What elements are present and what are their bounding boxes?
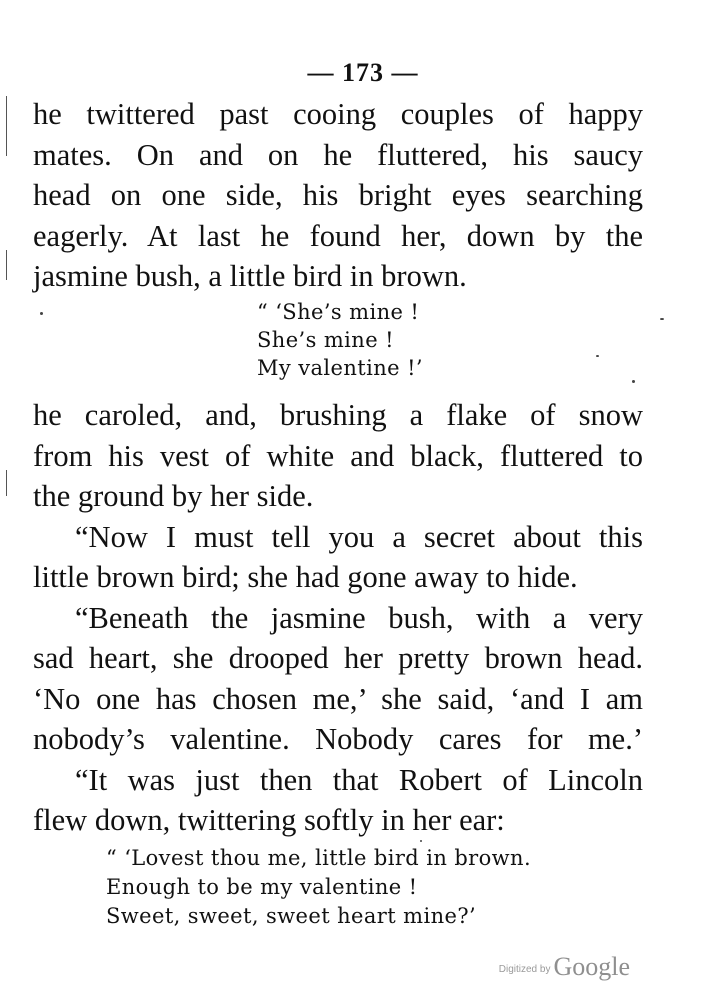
text-line: mates. On and on he fluttered, his saucy <box>33 137 643 172</box>
text-line: little brown bird; she had gone away to hide. <box>33 560 578 594</box>
verse-line: She’s mine ! <box>257 328 394 352</box>
verse-line: Enough to be my valentine ! <box>106 875 418 899</box>
scan-speck <box>596 355 599 357</box>
verse-line: Sweet, sweet, sweet heart mine?’ <box>106 904 477 928</box>
text-line: he caroled, and, brushing a flake of snow <box>33 398 643 432</box>
text-line: head on one side, his bright eyes searching <box>33 178 643 212</box>
verse-1 <box>257 298 423 382</box>
text-line: jasmine bush, a little bird in brown. <box>33 259 467 293</box>
text-line: “Beneath the jasmine bush, with a very <box>75 600 643 635</box>
text-line: eagerly. At last he found her, down by the <box>33 218 643 253</box>
text-line: he twittered past cooing couples of happy <box>33 97 643 131</box>
scan-speck <box>660 318 664 320</box>
digitized-watermark <box>499 952 630 982</box>
text-line: ‘No one has chosen me,’ she said, ‘and I am <box>33 681 643 716</box>
text-line: sad heart, she drooped her pretty brown head. <box>33 641 643 675</box>
text-line: “Now I must tell you a secret about this <box>75 519 643 554</box>
text-line: nobody’s valentine. Nobody cares for me.’ <box>33 722 643 756</box>
page-number: — 173 — <box>307 58 419 87</box>
watermark-prefix: Digitized by <box>498 964 551 975</box>
text-line: the ground by her side. <box>33 479 314 513</box>
verse-2 <box>106 844 531 931</box>
verse-line: “ ‘She’s mine ! <box>257 300 420 324</box>
paragraph-2 <box>33 395 643 841</box>
text-line: from his vest of white and black, fluttered to <box>33 438 643 473</box>
paragraph-1 <box>33 94 643 297</box>
margin-scan-line <box>6 250 7 280</box>
verse-line: My valentine !’ <box>257 356 423 380</box>
margin-scan-line <box>6 96 7 156</box>
text-line: flew down, twittering softly in her ear: <box>33 803 505 837</box>
google-logo: Google <box>553 952 630 981</box>
verse-line: “ ‘Lovest thou me, little bird in brown. <box>106 846 532 870</box>
scan-speck <box>632 380 635 383</box>
scan-speck <box>40 312 43 315</box>
text-line: “It was just then that Robert of Lincoln <box>75 762 643 797</box>
margin-scan-line <box>6 470 7 496</box>
